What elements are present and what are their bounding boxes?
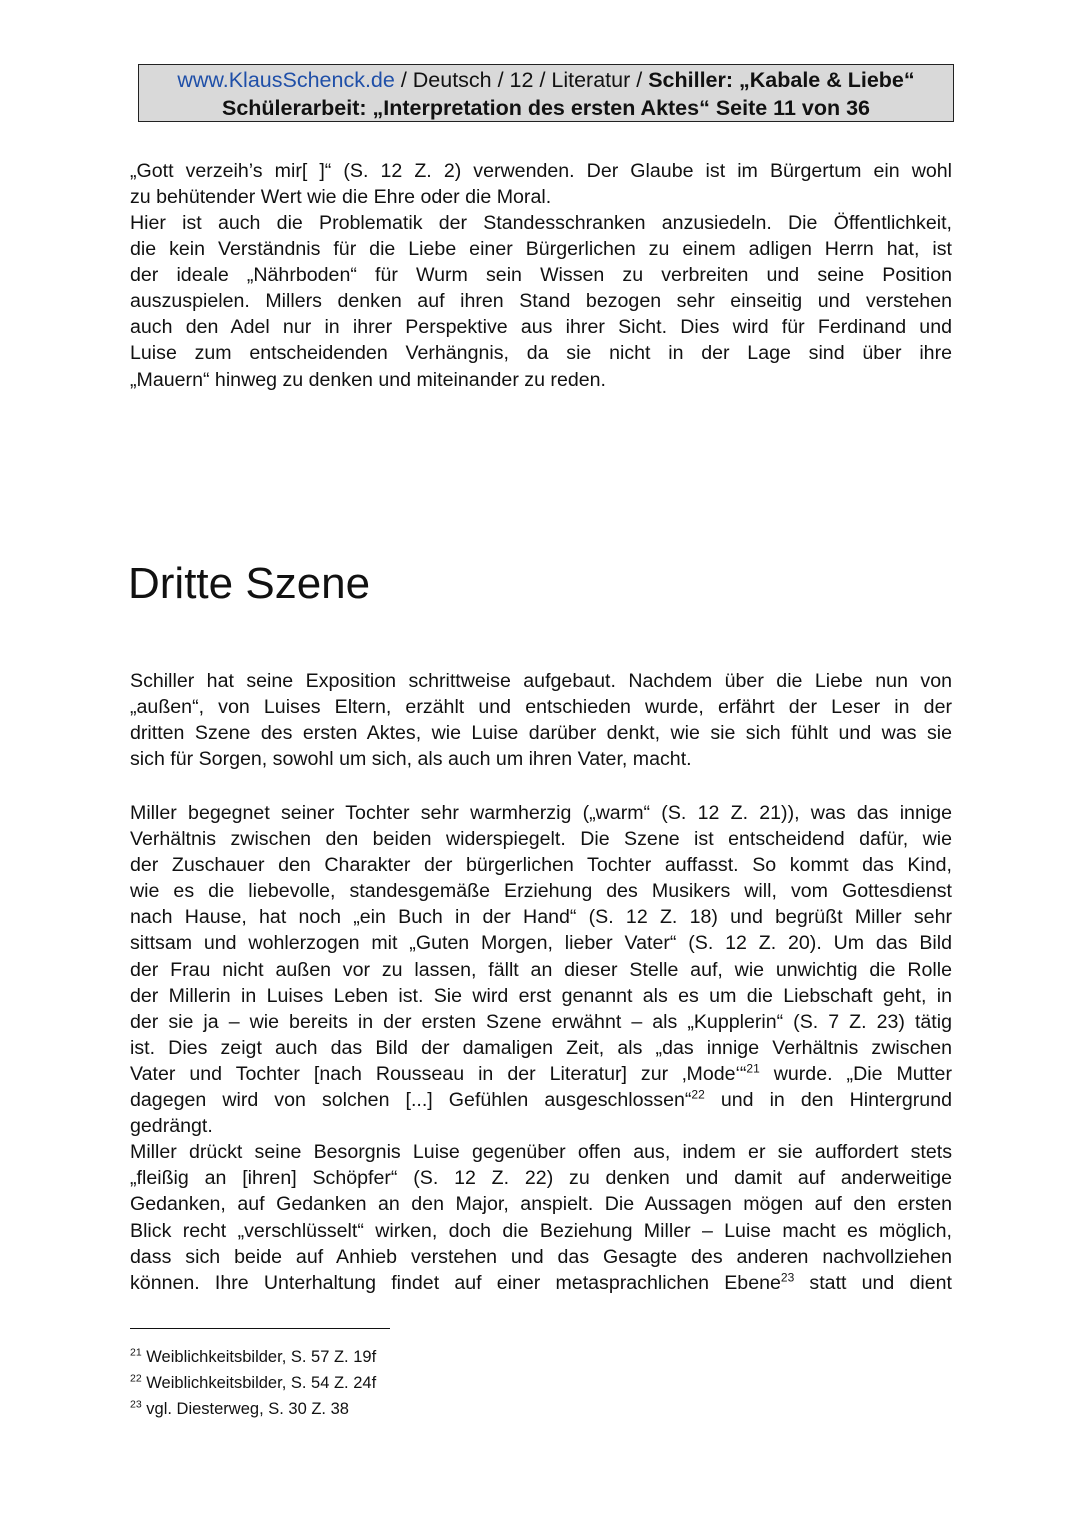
text-line: der sie ja – wie bereits in der ersten Szene erwähnt – als „Kupplerin“ (S. 7 Z. 23) tätig (130, 1010, 952, 1033)
section-heading: Dritte Szene (128, 559, 371, 608)
text-segment: wurde. „Die Mutter (759, 1062, 952, 1085)
footnote-ref[interactable]: 21 (746, 1061, 760, 1076)
text-line: Verhältnis zwischen den beiden widerspiegelt. Die Szene ist entscheidend dafür, wie (130, 828, 952, 851)
header-path: / Deutsch / 12 / Literatur / (394, 68, 649, 92)
text-line: Blick recht „verschlüsselt“ wirken, doch die Beziehung Miller – Luise macht es möglich, (130, 1219, 952, 1242)
text-line: auszuspielen. Millers denken auf ihren Stand bezogen sehr einseitig und verstehen (130, 290, 952, 313)
footnote-text: Weiblichkeitsbilder, S. 57 Z. 19f (141, 1348, 377, 1366)
header-title: Schiller: „Kabale & Liebe“ (648, 68, 915, 92)
text-line: wie es die liebevolle, standesgemäße Erziehung des Musikers will, vom Gottesdienst (130, 880, 952, 903)
paragraph-2 (130, 210, 952, 393)
text-line: gedrängt. (130, 1115, 213, 1138)
site-link[interactable]: www.KlausSchenck.de (177, 68, 395, 92)
footnote-item (130, 1396, 376, 1422)
text-line (130, 1061, 952, 1087)
footnote-item (130, 1344, 376, 1370)
text-line (130, 1270, 952, 1296)
text-line: der Frau nicht außen vor zu lassen, fällt an dieser Stelle auf, wie unwichtig die Rolle (130, 958, 952, 981)
page-header (138, 64, 954, 122)
footnote-number: 21 (130, 1346, 142, 1359)
text-line: zu behütender Wert wie die Ehre oder die Moral. (130, 186, 552, 209)
text-line: der Millerin in Luises Leben ist. Sie wird erst genannt als es um die Liebschaft geht, in (130, 984, 952, 1007)
paragraph-3 (130, 668, 952, 772)
footnotes (130, 1344, 376, 1422)
footnote-number: 22 (130, 1372, 142, 1385)
footnote-text: vgl. Diesterweg, S. 30 Z. 38 (141, 1400, 349, 1418)
footnote-ref[interactable]: 22 (691, 1087, 705, 1102)
text-line: Miller drückt seine Besorgnis Luise gegenüber offen aus, indem er sie auffordert stets (130, 1141, 952, 1164)
text-line: nach Hause, hat noch „ein Buch in der Hand“ (S. 12 Z. 18) und begrüßt Miller sehr (130, 906, 952, 929)
text-line: der ideale „Nährboden“ für Wurm sein Wissen zu verbreiten und seine Position (130, 264, 952, 287)
footnote-ref[interactable]: 23 (780, 1270, 795, 1285)
header-subtitle: Schülerarbeit: „Interpretation des ersten Aktes“ Seite 11 von 36 (221, 96, 870, 120)
text-line: dass sich beide auf Anhieb verstehen und das Gesagte des anderen nachvollziehen (130, 1245, 952, 1268)
text-line: sich für Sorgen, sowohl um sich, als auch um ihren Vater, macht. (130, 748, 692, 771)
text-line (130, 1087, 952, 1113)
text-line: Schiller hat seine Exposition schrittweise aufgebaut. Nachdem über die Liebe nun von (130, 670, 952, 692)
text-segment: können. Ihre Unterhaltung findet auf einer metasprachlichen Ebene (130, 1271, 781, 1294)
text-line: der Zuschauer den Charakter der bürgerlichen Tochter auffasst. So kommt das Kind, (130, 854, 952, 877)
footnote-separator (130, 1328, 390, 1329)
text-line: „Mauern“ hinweg zu denken und miteinander zu reden. (130, 368, 606, 391)
paragraph-4 (130, 800, 952, 1296)
footnote-number: 23 (130, 1398, 142, 1411)
text-segment: Vater und Tochter [nach Rousseau in der Literatur] zur ‚Mode‘“ (130, 1062, 747, 1085)
text-line: auch den Adel nur in ihrer Perspektive aus ihrer Sicht. Dies wird für Ferdinand und (130, 316, 952, 339)
text-segment: dagegen wird von solchen [...] Gefühlen ausgeschlossen“ (130, 1089, 692, 1112)
text-segment: und in den Hintergrund (704, 1089, 952, 1112)
paragraph-1 (130, 158, 952, 210)
text-line: Luise zum entscheidenden Verhängnis, da sie nicht in der Lage sind über ihre (130, 342, 952, 365)
text-line: Miller begegnet seiner Tochter sehr warmherzig („warm“ (S. 12 Z. 21)), was das innige (130, 802, 952, 824)
text-line: sittsam und wohlerzogen mit „Guten Morgen, lieber Vater“ (S. 12 Z. 20). Um das Bild (130, 932, 952, 955)
footnote-text: Weiblichkeitsbilder, S. 54 Z. 24f (141, 1374, 377, 1392)
text-line: „Gott verzeih’s mir[ ]“ (S. 12 Z. 2) verwenden. Der Glaube ist im Bürgertum ein wohl (130, 160, 952, 182)
text-line: Hier ist auch die Problematik der Standesschranken anzusiedeln. Die Öffentlichkeit, (130, 212, 952, 234)
header-line-2 (139, 94, 953, 122)
text-line: dritten Szene des ersten Aktes, wie Luise darüber denkt, wie sie sich fühlt und was sie (130, 722, 952, 745)
text-line: ist. Dies zeigt auch das Bild der damaligen Zeit, als „das innige Verhältnis zwischen (130, 1036, 952, 1059)
text-line: „außen“, von Luises Eltern, erzählt und entschieden wurde, erfährt der Leser in der (130, 696, 952, 719)
header-line-1 (139, 66, 953, 94)
text-segment: statt und dient (794, 1271, 952, 1294)
text-line: Gedanken, auf Gedanken an den Major, anspielt. Die Aussagen mögen auf den ersten (130, 1193, 952, 1216)
text-line: die kein Verständnis für die Liebe einer Bürgerlichen zu einem adligen Herrn hat, ist (130, 238, 952, 261)
text-line: „fleißig an [ihren] Schöpfer“ (S. 12 Z. 22) zu denken und damit auf anderweitige (130, 1167, 952, 1190)
footnote-item (130, 1370, 376, 1396)
